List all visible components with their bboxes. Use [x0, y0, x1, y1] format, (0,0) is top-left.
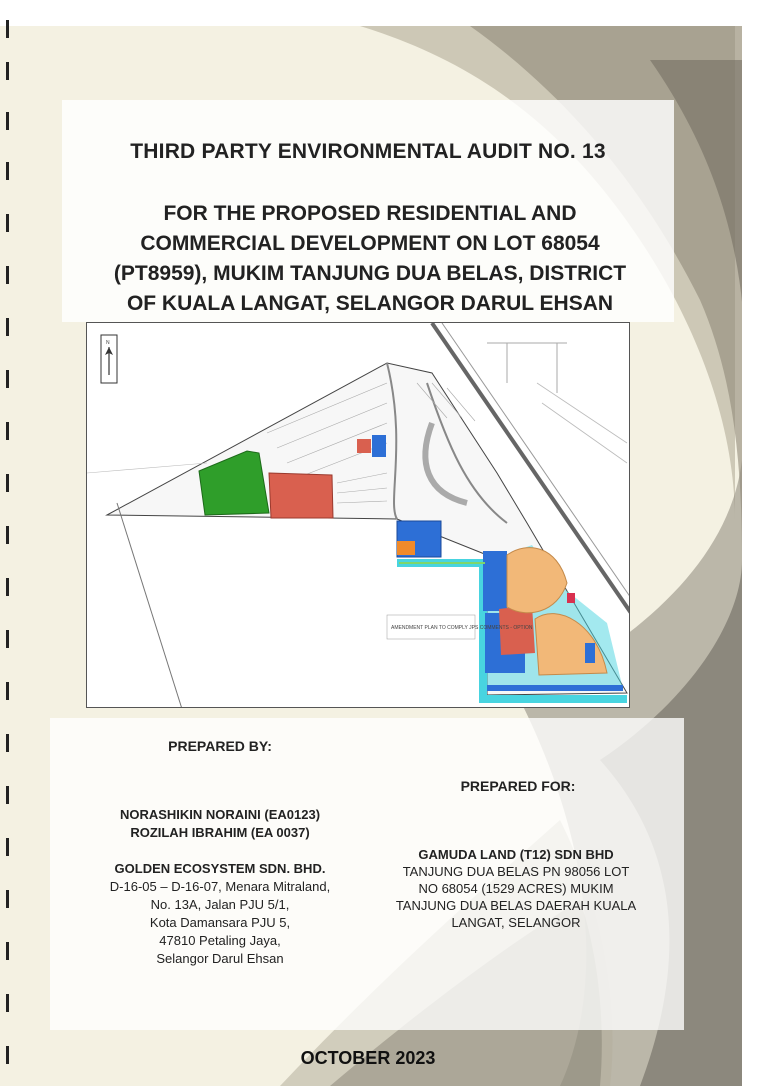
consultant-block — [62, 860, 378, 968]
prepared-by-heading: PREPARED BY: — [168, 738, 272, 754]
author-name: NORASHIKIN NORAINI (EA0123) — [119, 807, 321, 822]
subtitle-line: COMMERCIAL DEVELOPMENT ON LOT 68054 — [140, 232, 600, 255]
client-address-line: TANJUNG DUA BELAS DAERAH KUALA — [395, 898, 637, 913]
consultant-name: GOLDEN ECOSYSTEM SDN. BHD. — [114, 861, 326, 876]
consultant-address-line: D-16-05 – D-16-07, Menara Mitraland, — [109, 879, 331, 894]
site-layout-map — [86, 322, 630, 708]
report-subtitle — [66, 199, 674, 319]
subtitle-line: FOR THE PROPOSED RESIDENTIAL AND — [163, 202, 577, 225]
client-address-line: NO 68054 (1529 ACRES) MUKIM — [418, 881, 614, 896]
subtitle-line: (PT8959), MUKIM TANJUNG DUA BELAS, DISTRICT — [113, 262, 627, 285]
client-address-line: TANJUNG DUA BELAS PN 98056 LOT — [402, 864, 630, 879]
subtitle-line: OF KUALA LANGAT, SELANGOR DARUL EHSAN — [126, 292, 614, 315]
report-title: THIRD PARTY ENVIRONMENTAL AUDIT NO. 13 — [130, 140, 606, 163]
consultant-address-line: Selangor Darul Ehsan — [156, 951, 284, 966]
prepared-for-heading: PREPARED FOR: — [460, 778, 576, 794]
report-date: OCTOBER 2023 — [300, 1048, 436, 1068]
map-note: AMENDMENT PLAN TO COMPLY JPS COMMENTS - OPTION — [391, 625, 533, 631]
client-address-line: LANGAT, SELANGOR — [451, 915, 581, 930]
consultant-address-line: 47810 Petaling Jaya, — [159, 933, 281, 948]
author-name: ROZILAH IBRAHIM (EA 0037) — [130, 825, 310, 840]
client-block — [366, 846, 666, 931]
spiral-binding-marks — [6, 0, 12, 1086]
consultant-address-line: Kota Damansara PJU 5, — [149, 915, 291, 930]
author-list — [62, 806, 378, 842]
consultant-address-line: No. 13A, Jalan PJU 5/1, — [150, 897, 290, 912]
north-label: N — [106, 340, 110, 346]
client-name: GAMUDA LAND (T12) SDN BHD — [418, 847, 614, 862]
